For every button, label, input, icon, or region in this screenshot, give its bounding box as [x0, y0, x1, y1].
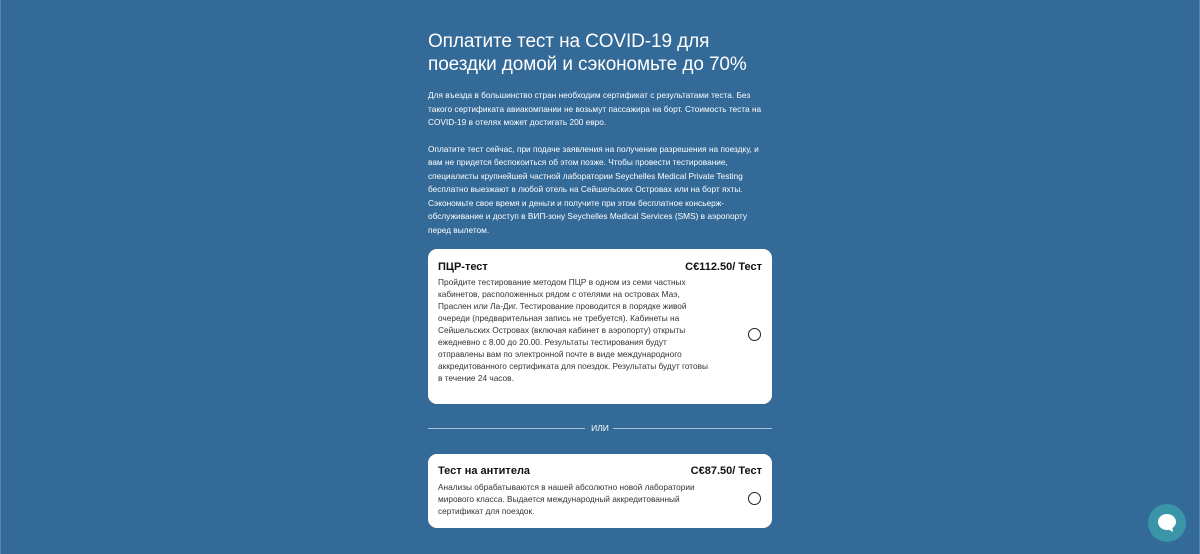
- antibody-test-description: Анализы обрабатываются в нашей абсолютно новой лаборатории мирового класса. Выдается международный аккредитованный сертификат для поездок.: [438, 482, 695, 516]
- chat-bubble-icon: [1157, 513, 1177, 533]
- antibody-test-option-card[interactable]: [428, 454, 772, 528]
- pcr-test-description: Пройдите тестирование методом ПЦР в одном из семи частных кабинетов, расположенных рядом с отелями на островах Маэ, Праслен или Ла-Диг. Тестирование проводится в порядке живой очереди (предварительная запись не требуется). Кабинеты на Сейшельских Островах (включая кабинет в аэропорту) открыты ежедневно с 8.00 до 20.00. Результаты тестирования будут отправлены вам по электронной почте в виде международного аккредитованного сертификата для поездок. Результаты будут готовы в течение 24 часов.: [438, 277, 708, 383]
- details-paragraph: Оплатите тест сейчас, при подаче заявления на получение разрешения на поездку, и вам не придется беспокоиться об этом позже. Чтобы провести тестирование, специалисты крупнейшей частной лаборатории Seychelles Medical Private Testing бесплатно выезжают в любой отель на Сейшельских Островах или на борт яхты. Сэкономьте свое время и деньги и получите при этом бесплатное консьерж-обслуживание и доступ в ВИП-зону Seychelles Medical Services (SMS) в аэропорту перед вылетом.: [428, 143, 759, 235]
- pcr-test-title: ПЦР-тест: [438, 261, 488, 273]
- page-edge-left: [0, 0, 1, 554]
- antibody-test-price: C€87.50/ Тест: [690, 465, 762, 477]
- page-title: Оплатите тест на COVID-19 для поездки домой и сэкономьте до 70%: [428, 31, 747, 75]
- pcr-test-price: C€112.50/ Тест: [685, 261, 762, 273]
- antibody-test-radio[interactable]: [748, 492, 761, 505]
- antibody-test-title: Тест на антитела: [438, 465, 531, 477]
- pcr-test-radio[interactable]: [748, 328, 761, 341]
- or-divider: [428, 422, 772, 436]
- pcr-test-option-card[interactable]: [428, 249, 772, 404]
- main-content: [428, 0, 772, 237]
- divider-line-right: [613, 428, 772, 429]
- divider-label: ИЛИ: [591, 423, 609, 433]
- intro-paragraph: Для въезда в большинство стран необходим сертификат с результатами теста. Без такого сертификата авиакомпании не возьмут пассажира на борт. Стоимость теста на COVID-19 в отелях может достигать 200 евро.: [428, 90, 762, 127]
- chat-button[interactable]: [1148, 504, 1186, 542]
